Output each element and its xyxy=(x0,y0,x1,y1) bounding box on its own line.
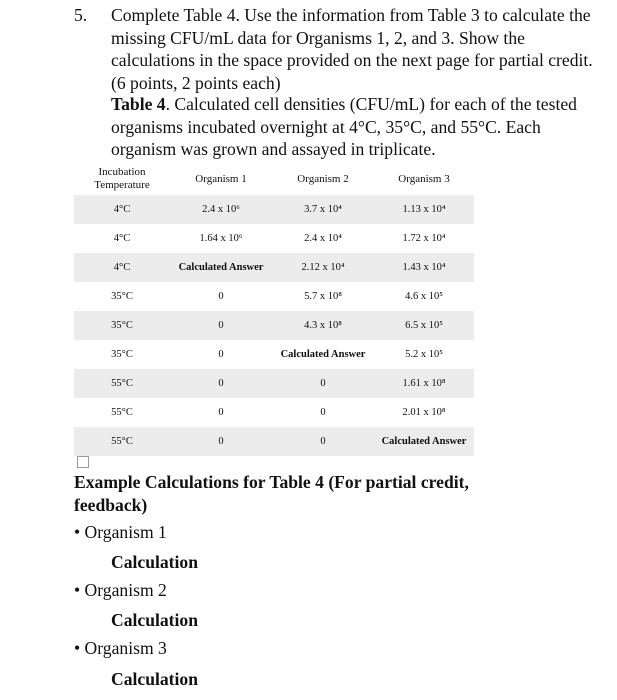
cell-organism-1: Calculated Answer xyxy=(170,253,272,282)
cell-organism-2: 0 xyxy=(320,407,326,418)
cell-organism-3: 1.13 x 10⁴ xyxy=(374,195,474,224)
cell-temp: 35°C xyxy=(111,291,133,302)
table-caption-label: Table 4 xyxy=(111,94,166,114)
cell-temp: 55°C xyxy=(111,407,133,418)
organism-1-bullet: • Organism 1 xyxy=(74,522,167,542)
table-row xyxy=(74,195,474,224)
cell-temp: 4°C xyxy=(74,195,170,224)
table-row xyxy=(74,311,474,340)
cell-organism-2: 3.7 x 10⁴ xyxy=(272,195,374,224)
cell-organism-3: 4.6 x 10⁵ xyxy=(405,291,443,302)
question-text: Complete Table 4. Use the information from Table 3 to calculate the missing CFU/mL data for Organisms 1, 2, and 3. Show the calculations in the space provided on the next page for partial credit. (6 points, 2 points each) xyxy=(111,5,593,93)
organism-2-bullet: • Organism 2 xyxy=(74,580,167,600)
table-row xyxy=(74,224,474,253)
cell-temp: 55°C xyxy=(74,427,170,456)
cell-temp: 4°C xyxy=(74,253,170,282)
cell-temp: 4°C xyxy=(113,233,131,244)
cell-organism-2: 4.3 x 10⁸ xyxy=(272,311,374,340)
table-caption xyxy=(111,93,581,161)
cell-organism-3: 6.5 x 10⁵ xyxy=(374,311,474,340)
cell-organism-1: 2.4 x 10⁶ xyxy=(170,195,272,224)
header-organism-3: Organism 3 xyxy=(398,172,450,185)
table-header-row xyxy=(74,163,474,195)
cell-organism-1: 0 xyxy=(218,407,224,418)
header-organism-1: Organism 1 xyxy=(195,172,247,185)
table-4 xyxy=(74,163,474,456)
organism-2-calculation-label: Calculation xyxy=(111,610,198,630)
question-5 xyxy=(74,4,594,94)
question-number: 5. xyxy=(74,5,88,25)
cell-temp: 55°C xyxy=(74,369,170,398)
organism-3-bullet: • Organism 3 xyxy=(74,638,167,658)
cell-organism-3: 1.43 x 10⁴ xyxy=(374,253,474,282)
cell-temp: 35°C xyxy=(74,311,170,340)
cell-organism-2: 2.12 x 10⁴ xyxy=(272,253,374,282)
cell-organism-3: 2.01 x 10⁸ xyxy=(402,407,446,418)
cell-organism-2: Calculated Answer xyxy=(280,349,366,360)
organism-3-calculation-label: Calculation xyxy=(111,669,198,689)
cell-organism-1: 0 xyxy=(170,311,272,340)
example-calculations-heading: Example Calculations for Table 4 (For partial credit, feedback) xyxy=(74,472,469,515)
cell-organism-2: 2.4 x 10⁴ xyxy=(304,233,342,244)
cell-organism-2: 0 xyxy=(272,427,374,456)
cell-organism-3: 5.2 x 10⁵ xyxy=(405,349,443,360)
cell-organism-2: 0 xyxy=(272,369,374,398)
checkbox[interactable] xyxy=(77,456,89,468)
cell-organism-3: 1.72 x 10⁴ xyxy=(402,233,446,244)
table-row xyxy=(74,340,474,369)
table-row xyxy=(74,398,474,427)
table-row xyxy=(74,253,474,282)
header-organism-2: Organism 2 xyxy=(297,172,349,185)
table-row xyxy=(74,369,474,398)
cell-organism-3: 1.61 x 10⁸ xyxy=(374,369,474,398)
organism-1-calculation-label: Calculation xyxy=(111,552,198,572)
table-row xyxy=(74,427,474,456)
cell-organism-1: 0 xyxy=(170,369,272,398)
cell-organism-1: 0 xyxy=(218,291,224,302)
cell-organism-2: 5.7 x 10⁸ xyxy=(304,291,342,302)
cell-temp: 35°C xyxy=(111,349,133,360)
cell-organism-3: Calculated Answer xyxy=(374,427,474,456)
cell-organism-1: 0 xyxy=(170,427,272,456)
table-caption-text: . Calculated cell densities (CFU/mL) for each of the tested organisms incubated overnight at 4°C, 35°C, and 55°C. Each organism was grown and assayed in triplicate. xyxy=(111,94,577,159)
cell-organism-1: 1.64 x 10⁶ xyxy=(199,233,243,244)
table-row xyxy=(74,282,474,311)
header-incubation-temperature: Incubation Temperature xyxy=(94,166,150,191)
cell-organism-1: 0 xyxy=(218,349,224,360)
